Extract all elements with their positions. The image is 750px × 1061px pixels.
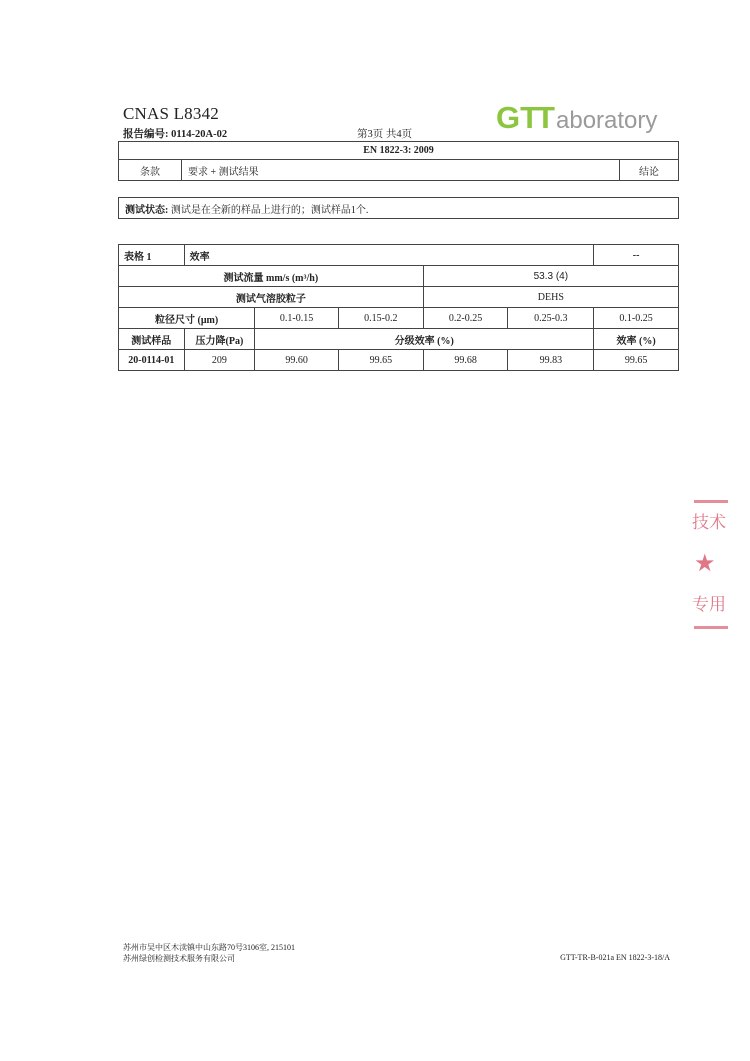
standard-title: EN 1822-3: 2009 xyxy=(119,142,679,160)
logo-text: aboratory xyxy=(556,107,658,134)
size-range: 0.25-0.3 xyxy=(508,308,594,329)
stamp-bar-bottom xyxy=(694,626,728,629)
pressure-drop-header: 压力降(Pa) xyxy=(184,329,255,350)
efficiency-value: 99.65 xyxy=(594,350,679,371)
test-status-label: 测试状态: xyxy=(125,204,169,216)
efficiency-table xyxy=(118,244,679,371)
sample-header: 测试样品 xyxy=(119,329,185,350)
pressure-drop-value: 209 xyxy=(184,350,255,371)
footer-address: 苏州市吴中区木渎镇中山东路70号3106室, 215101 xyxy=(123,943,295,952)
footer-company: 苏州绿创检测技术服务有限公司 xyxy=(123,954,235,963)
report-number: 报告编号: 0114-20A-02 xyxy=(123,129,228,140)
size-range: 0.2-0.25 xyxy=(423,308,508,329)
footer-address-block xyxy=(123,942,295,964)
cnas-number: CNAS L8342 xyxy=(123,104,219,123)
sample-id: 20-0114-01 xyxy=(119,350,185,371)
conclusion-header: 结论 xyxy=(620,160,679,181)
stamp-bar-top xyxy=(694,500,728,503)
size-range: 0.15-0.2 xyxy=(338,308,423,329)
stamp-text-bottom: 专用 xyxy=(692,595,726,615)
logo-g: G xyxy=(496,100,521,135)
fractional-efficiency-header: 分级效率 (%) xyxy=(255,329,594,350)
requirement-header: 要求 + 测试结果 xyxy=(182,160,620,181)
efficiency-header: 效率 (%) xyxy=(594,329,679,350)
table-number: 表格 1 xyxy=(119,245,185,266)
efficiency-value: 99.83 xyxy=(508,350,594,371)
page-indicator: 第3页 共4页 xyxy=(357,129,413,140)
efficiency-value: 99.60 xyxy=(255,350,339,371)
clause-header: 条款 xyxy=(119,160,182,181)
logo-tt: TT xyxy=(520,100,552,135)
size-range: 0.1-0.25 xyxy=(594,308,679,329)
particle-size-label: 粒径尺寸 (μm) xyxy=(119,308,255,329)
efficiency-value: 99.65 xyxy=(338,350,423,371)
flow-value: 53.3 (4) xyxy=(423,266,678,287)
gtt-laboratory-logo xyxy=(496,97,657,133)
test-status-text: 测试是在全新的样品上进行的；测试样品1个. xyxy=(168,204,369,216)
flow-label: 测试流量 mm/s (m³/h) xyxy=(119,266,424,287)
stamp-text-top: 技术 xyxy=(692,513,726,533)
star-icon: ★ xyxy=(694,551,716,577)
standard-header-table xyxy=(118,141,679,181)
table-title: 效率 xyxy=(184,245,594,266)
test-status-cell xyxy=(119,198,679,219)
size-range: 0.1-0.15 xyxy=(255,308,339,329)
test-status-box xyxy=(118,197,679,219)
aerosol-value: DEHS xyxy=(423,287,678,308)
seal-stamp xyxy=(688,494,728,639)
efficiency-value: 99.68 xyxy=(423,350,508,371)
table-conclusion: -- xyxy=(594,245,679,266)
aerosol-label: 测试气溶胶粒子 xyxy=(119,287,424,308)
document-code: GTT-TR-B-021a EN 1822-3-18/A xyxy=(560,953,670,962)
